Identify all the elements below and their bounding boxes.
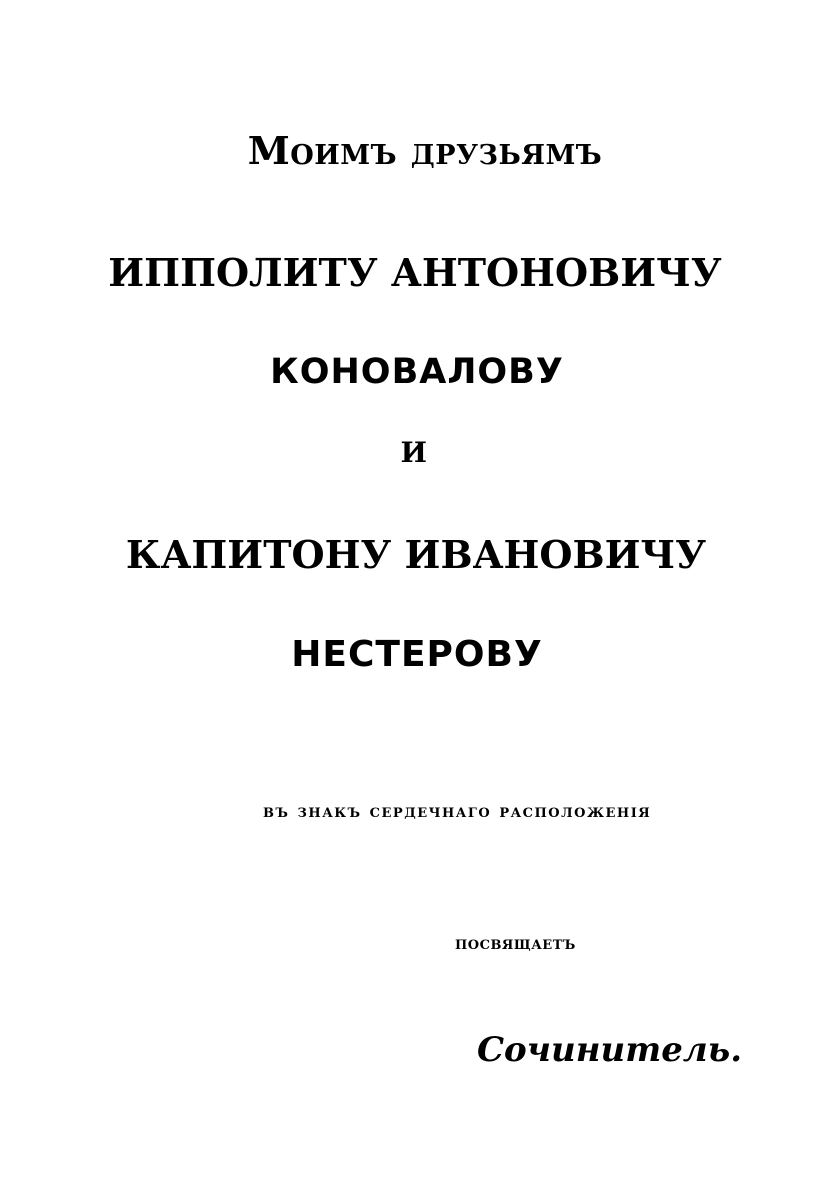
recipient-2-name: КАПИТОНУ ИВАНОВИЧУ [125,532,707,577]
sign-of-affection-line: въ знакъ сердечнаго расположенія [263,800,652,822]
dedicates-verb: посвящаетъ [455,933,576,954]
recipient-1-name: ИППОЛИТУ АНТОНОВИЧУ [108,250,722,295]
recipient-1-surname: КОНОВАЛОВУ [270,352,564,392]
dedication-heading: Моимъ друзьямъ [247,128,603,173]
author-signature: Сочинитель. [477,1030,743,1070]
recipient-2-surname: НЕСТЕРОВУ [291,634,543,675]
conjunction-text: И [400,436,428,469]
